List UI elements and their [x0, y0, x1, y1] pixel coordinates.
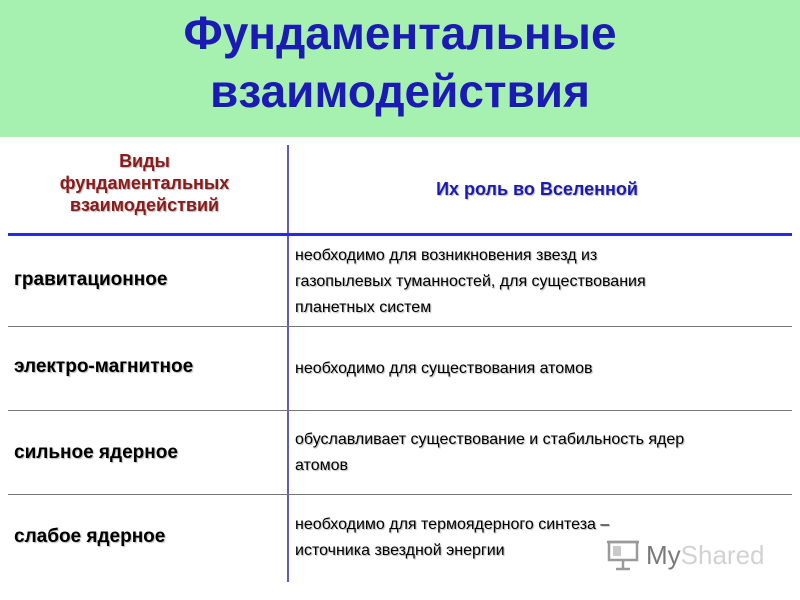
row-role-gravitational — [295, 243, 785, 321]
title-line-1: Фундаментальные — [183, 7, 617, 59]
role-line: необходимо для существования атомов — [295, 360, 593, 377]
row-role-electromagnetic — [295, 356, 785, 382]
watermark-logo — [606, 538, 765, 572]
header-rule — [8, 233, 792, 236]
row-type-electromagnetic: электро-магнитное — [14, 356, 194, 377]
presentation-board-icon — [606, 538, 640, 572]
row-type-strong: сильное ядерное — [14, 442, 178, 463]
header-role: Их роль во Вселенной — [436, 179, 638, 199]
row-divider — [8, 410, 792, 411]
role-line: атомов — [295, 457, 348, 474]
header-types-line-3: взаимодействий — [69, 195, 220, 215]
role-line: планетных систем — [295, 299, 432, 316]
role-line: источника звездной энергии — [295, 542, 505, 559]
title-line-2: взаимодействия — [210, 65, 590, 117]
header-types-line-2: фундаментальных — [59, 173, 230, 193]
row-divider — [8, 326, 792, 327]
role-line: необходимо для возникновения звезд из — [295, 247, 598, 264]
header-types-line-1: Виды — [119, 151, 170, 171]
role-line: газопылевых туманностей, для существования — [295, 273, 646, 290]
role-line: необходимо для термоядерного синтеза – — [295, 516, 610, 533]
row-role-strong — [295, 427, 785, 479]
slide-title — [0, 4, 800, 120]
role-line: обуславливает существование и стабильность ядер — [295, 431, 685, 448]
header-types — [12, 150, 277, 216]
column-divider — [287, 145, 289, 582]
row-type-weak: слабое ядерное — [14, 526, 166, 547]
row-type-gravitational: гравитационное — [14, 269, 168, 290]
watermark-text: MyShared — [646, 540, 765, 570]
row-divider — [8, 494, 792, 495]
